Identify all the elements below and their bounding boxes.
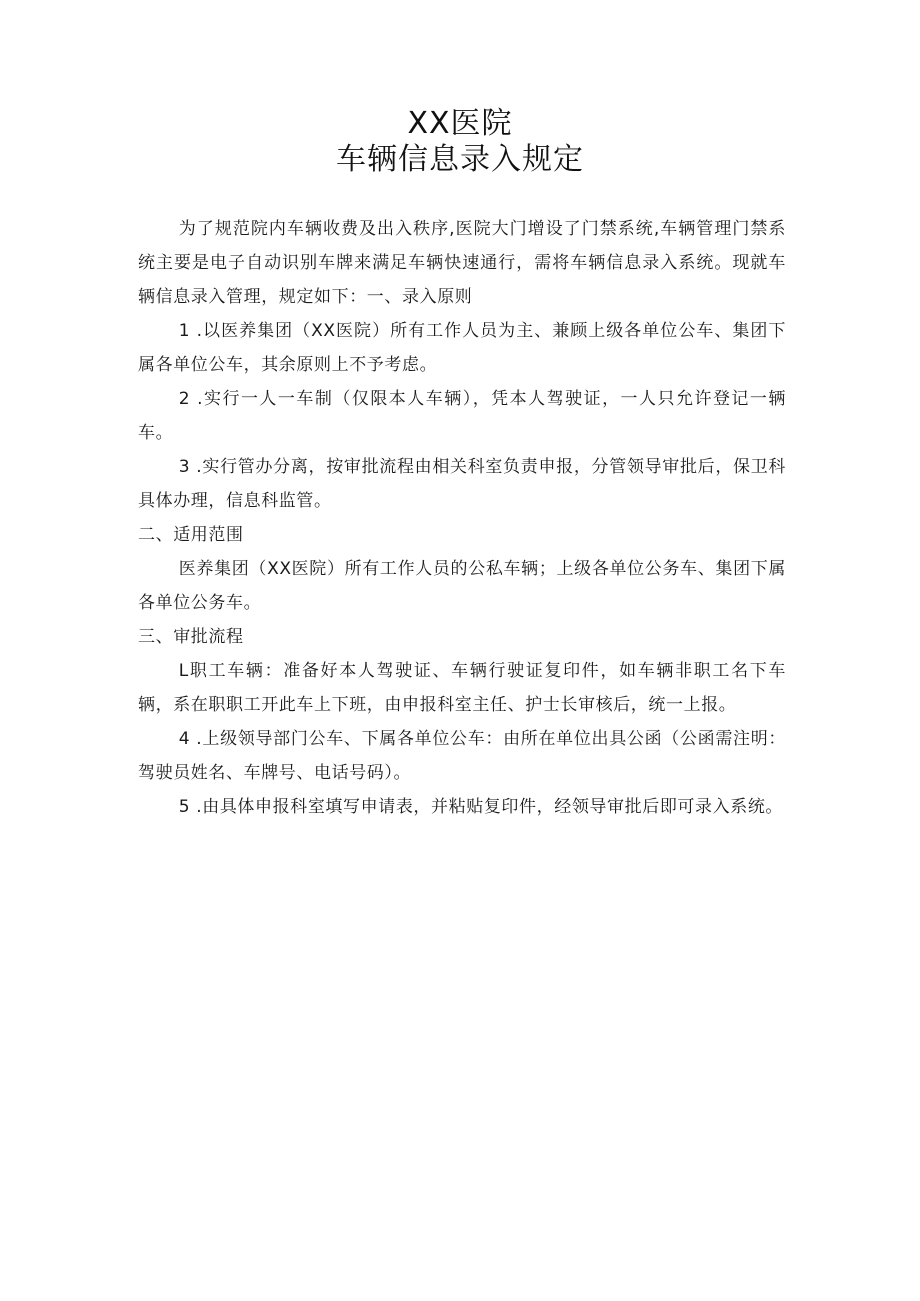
document-title bbox=[0, 106, 920, 178]
principle-item-1: 1 .以医养集团（XX医院）所有工作人员为主、兼顾上级各单位公车、集团下属各单位公车，其余原则上不予考虑。 bbox=[138, 321, 786, 375]
scope-paragraph: 医养集团（XX医院）所有工作人员的公私车辆；上级各单位公务车、集团下属各单位公务车。 bbox=[138, 559, 786, 613]
principle-item-3: 3 .实行管办分离，按审批流程由相关科室负责申报，分管领导审批后，保卫科具体办理，信息科监管。 bbox=[138, 457, 786, 511]
process-item-2: 4 .上级领导部门公车、下属各单位公车：由所在单位出具公函（公函需注明：驾驶员姓名、车牌号、电话号码）。 bbox=[138, 729, 786, 783]
title-hospital-name: XX医院 bbox=[407, 106, 513, 141]
document-body bbox=[138, 212, 786, 824]
title-regulation-name: 车辆信息录入规定 bbox=[336, 142, 584, 177]
intro-paragraph: 为了规范院内车辆收费及出入秩序,医院大门增设了门禁系统,车辆管理门禁系统主要是电子自动识别车牌来满足车辆快速通行，需将车辆信息录入系统。现就车辆信息录入管理，规定如下：一、录入原则 bbox=[138, 219, 786, 307]
principle-item-2: 2 .实行一人一车制（仅限本人车辆），凭本人驾驶证，一人只允许登记一辆车。 bbox=[138, 389, 786, 443]
section-heading-process: 三、审批流程 bbox=[138, 627, 244, 647]
section-heading-scope: 二、适用范围 bbox=[138, 525, 244, 545]
process-item-3: 5 .由具体申报科室填写申请表，并粘贴复印件，经领导审批后即可录入系统。 bbox=[178, 797, 784, 817]
process-item-1: L职工车辆：准备好本人驾驶证、车辆行驶证复印件，如车辆非职工名下车辆，系在职职工开此车上下班，由申报科室主任、护士长审核后，统一上报。 bbox=[138, 661, 786, 715]
